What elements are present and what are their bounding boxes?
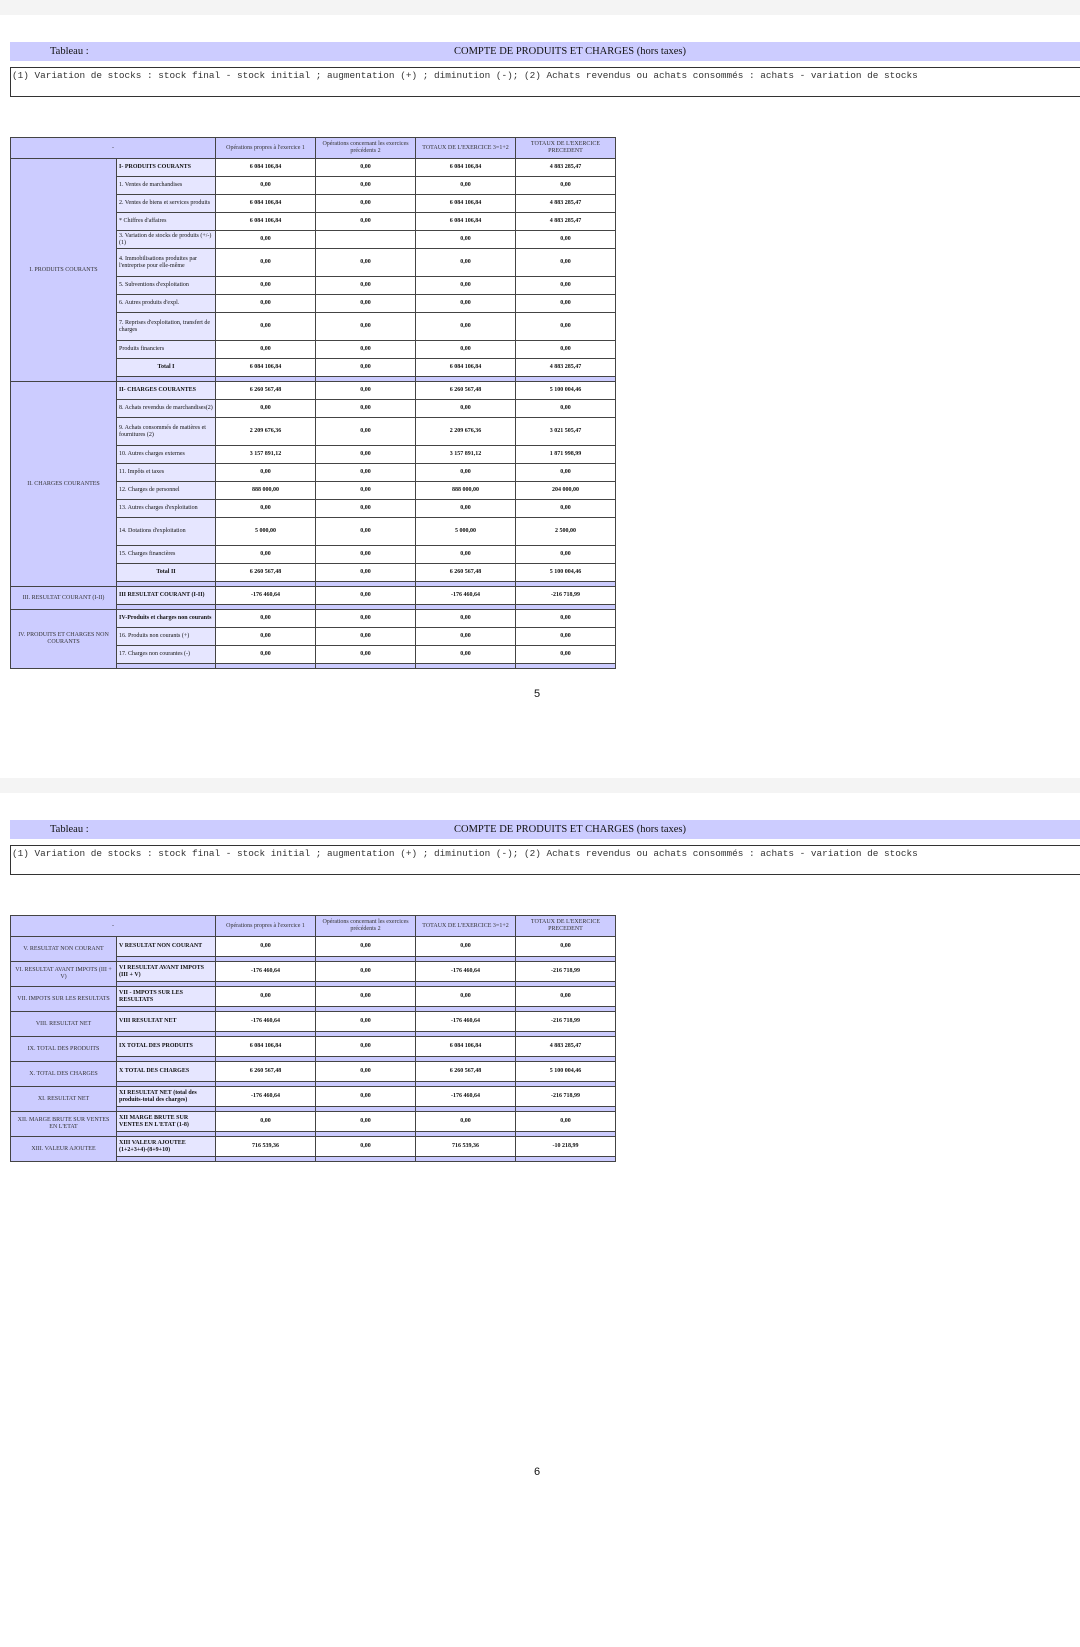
value-cell-col-2: 0,00 xyxy=(316,610,416,628)
tableau-label: Tableau : xyxy=(50,46,89,57)
row-label: 12. Charges de personnel xyxy=(117,482,216,500)
value-cell-col-3: 6 084 106,84 xyxy=(416,213,516,231)
row-label: 9. Achats consommés de matières et fournitures (2) xyxy=(117,418,216,446)
row-label: I- PRODUITS COURANTS xyxy=(117,159,216,177)
value-cell-col-2: 0,00 xyxy=(316,518,416,546)
value-cell-col-3: 0,00 xyxy=(416,295,516,313)
section-label: V. RESULTAT NON COURANT xyxy=(11,937,117,962)
value-cell-col-2: 0,00 xyxy=(316,418,416,446)
value-cell-col-1: -176 460,64 xyxy=(216,1012,316,1032)
row-label: 6. Autres produits d'expl. xyxy=(117,295,216,313)
value-cell-col-3: -176 460,64 xyxy=(416,962,516,982)
value-cell-col-3: 0,00 xyxy=(416,313,516,341)
value-cell-col-1: 6 084 106,84 xyxy=(216,1037,316,1057)
value-cell-col-3: 0,00 xyxy=(416,646,516,664)
value-cell-col-2: 0,00 xyxy=(316,1012,416,1032)
stock-variation-note: (1) Variation de stocks : stock final - stock initial ; augmentation (+) ; diminution (-); (2) Achats revendus ou achats consommés : achats - variation de stocks xyxy=(10,67,1080,97)
value-cell-col-1: 0,00 xyxy=(216,546,316,564)
page-top-band xyxy=(0,0,1080,15)
table-row xyxy=(11,1062,616,1082)
header-row xyxy=(11,138,616,159)
value-cell-col-2: 0,00 xyxy=(316,159,416,177)
value-cell-col-4: 4 883 285,47 xyxy=(516,159,616,177)
value-cell-col-1: 3 157 891,12 xyxy=(216,446,316,464)
title-bar xyxy=(10,820,1080,839)
section-label: II. CHARGES COURANTES xyxy=(11,382,117,587)
table-row xyxy=(11,1112,616,1132)
value-cell-col-4: 0,00 xyxy=(516,400,616,418)
spacer-cell xyxy=(316,1157,416,1162)
page-number: 5 xyxy=(534,688,541,700)
spacer-cell xyxy=(516,664,616,669)
value-cell-col-4: 0,00 xyxy=(516,546,616,564)
value-cell-col-1: 6 260 567,48 xyxy=(216,1062,316,1082)
spacer-cell xyxy=(516,1157,616,1162)
value-cell-col-2: 0,00 xyxy=(316,341,416,359)
value-cell-col-1: 0,00 xyxy=(216,341,316,359)
row-label: XII MARGE BRUTE SUR VENTES EN L'ETAT (1-8) xyxy=(117,1112,216,1132)
section-label: VII. IMPOTS SUR LES RESULTATS xyxy=(11,987,117,1012)
value-cell-col-2: 0,00 xyxy=(316,987,416,1007)
value-cell-col-4: 0,00 xyxy=(516,1112,616,1132)
row-label: XI RESULTAT NET (total des produits-total des charges) xyxy=(117,1087,216,1107)
value-cell-col-1: 6 084 106,84 xyxy=(216,359,316,377)
section-label: VI. RESULTAT AVANT IMPOTS (III + V) xyxy=(11,962,117,987)
row-label: V RESULTAT NON COURANT xyxy=(117,937,216,957)
row-label: IV-Produits et charges non courants xyxy=(117,610,216,628)
value-cell-col-1: 0,00 xyxy=(216,231,316,249)
value-cell-col-4: -10 218,99 xyxy=(516,1137,616,1157)
row-label: 3. Variation de stocks de produits (+/-) (1) xyxy=(117,231,216,249)
value-cell-col-2: 0,00 xyxy=(316,359,416,377)
row-label: IX TOTAL DES PRODUITS xyxy=(117,1037,216,1057)
spacer-cell xyxy=(416,1157,516,1162)
section-label: XI. RESULTAT NET xyxy=(11,1087,117,1112)
section-label: XII. MARGE BRUTE SUR VENTES EN L'ETAT xyxy=(11,1112,117,1137)
table-row xyxy=(11,1137,616,1157)
value-cell-col-1: 888 000,00 xyxy=(216,482,316,500)
table-row xyxy=(11,937,616,957)
value-cell-col-1: 0,00 xyxy=(216,464,316,482)
value-cell-col-2 xyxy=(316,231,416,249)
value-cell-col-3: 0,00 xyxy=(416,937,516,957)
page-top-band xyxy=(0,778,1080,793)
value-cell-col-3: 0,00 xyxy=(416,628,516,646)
value-cell-col-1: 6 084 106,84 xyxy=(216,159,316,177)
value-cell-col-3: 6 084 106,84 xyxy=(416,1037,516,1057)
section-label: I. PRODUITS COURANTS xyxy=(11,159,117,382)
value-cell-col-1: 0,00 xyxy=(216,500,316,518)
row-label: 8. Achats revendus de marchandises(2) xyxy=(117,400,216,418)
income-statement-table xyxy=(10,915,616,1162)
row-label: 14. Dotations d'exploitation xyxy=(117,518,216,546)
value-cell-col-3: 6 260 567,48 xyxy=(416,1062,516,1082)
section-label: IV. PRODUITS ET CHARGES NON COURANTS xyxy=(11,610,117,669)
value-cell-col-1: -176 460,64 xyxy=(216,962,316,982)
value-cell-col-1: 6 084 106,84 xyxy=(216,195,316,213)
value-cell-col-2: 0,00 xyxy=(316,446,416,464)
value-cell-col-2: 0,00 xyxy=(316,937,416,957)
value-cell-col-2: 0,00 xyxy=(316,195,416,213)
value-cell-col-3: 0,00 xyxy=(416,500,516,518)
value-cell-col-3: 0,00 xyxy=(416,987,516,1007)
value-cell-col-3: 6 260 567,48 xyxy=(416,564,516,582)
value-cell-col-4: 0,00 xyxy=(516,937,616,957)
spacer-cell xyxy=(416,664,516,669)
row-label: III RESULTAT COURANT (I-II) xyxy=(117,587,216,605)
header-col-2: Opérations concernant les exercices précédents 2 xyxy=(316,916,416,937)
header-col-3: TOTAUX DE L'EXERCICE 3=1+2 xyxy=(416,916,516,937)
spacer-cell xyxy=(117,664,216,669)
value-cell-col-1: 0,00 xyxy=(216,277,316,295)
value-cell-col-3: 6 084 106,84 xyxy=(416,359,516,377)
table-row xyxy=(11,1012,616,1032)
header-col-4: TOTAUX DE L'EXERCICE PRECEDENT xyxy=(516,138,616,159)
value-cell-col-2: 0,00 xyxy=(316,1037,416,1057)
row-label: Total II xyxy=(117,564,216,582)
section-label: VIII. RESULTAT NET xyxy=(11,1012,117,1037)
value-cell-col-4: -216 718,99 xyxy=(516,1012,616,1032)
table-body xyxy=(11,159,616,669)
table-body xyxy=(11,937,616,1162)
table-row xyxy=(11,587,616,605)
value-cell-col-4: 4 883 285,47 xyxy=(516,195,616,213)
row-label: 11. Impôts et taxes xyxy=(117,464,216,482)
value-cell-col-4: 4 883 285,47 xyxy=(516,1037,616,1057)
value-cell-col-2: 0,00 xyxy=(316,482,416,500)
row-label: 15. Charges financières xyxy=(117,546,216,564)
page-number: 6 xyxy=(534,1466,541,1478)
value-cell-col-4: 3 021 505,47 xyxy=(516,418,616,446)
value-cell-col-4: 0,00 xyxy=(516,610,616,628)
spacer-cell xyxy=(316,664,416,669)
header-col-1: Opérations propres à l'exercice 1 xyxy=(216,138,316,159)
header-col-1: Opérations propres à l'exercice 1 xyxy=(216,916,316,937)
row-label: 7. Reprises d'exploitation, transfert de charges xyxy=(117,313,216,341)
value-cell-col-3: 0,00 xyxy=(416,231,516,249)
value-cell-col-4: 0,00 xyxy=(516,464,616,482)
value-cell-col-1: 0,00 xyxy=(216,177,316,195)
value-cell-col-1: -176 460,64 xyxy=(216,587,316,605)
row-label: 2. Ventes de biens et services produits xyxy=(117,195,216,213)
value-cell-col-4: 0,00 xyxy=(516,231,616,249)
row-label: Produits financiers xyxy=(117,341,216,359)
row-label: II- CHARGES COURANTES xyxy=(117,382,216,400)
value-cell-col-2: 0,00 xyxy=(316,400,416,418)
value-cell-col-4: 0,00 xyxy=(516,277,616,295)
value-cell-col-3: -176 460,64 xyxy=(416,1087,516,1107)
row-label: 1. Ventes de marchandises xyxy=(117,177,216,195)
value-cell-col-1: 716 539,36 xyxy=(216,1137,316,1157)
value-cell-col-3: 0,00 xyxy=(416,177,516,195)
value-cell-col-1: 6 260 567,48 xyxy=(216,564,316,582)
value-cell-col-3: 0,00 xyxy=(416,249,516,277)
value-cell-col-1: -176 460,64 xyxy=(216,1087,316,1107)
value-cell-col-1: 6 260 567,48 xyxy=(216,382,316,400)
header-blank: - xyxy=(11,138,216,159)
value-cell-col-2: 0,00 xyxy=(316,587,416,605)
value-cell-col-4: -216 718,99 xyxy=(516,1087,616,1107)
value-cell-col-4: 2 500,00 xyxy=(516,518,616,546)
value-cell-col-2: 0,00 xyxy=(316,249,416,277)
value-cell-col-3: 0,00 xyxy=(416,546,516,564)
section-label: X. TOTAL DES CHARGES xyxy=(11,1062,117,1087)
table-title: COMPTE DE PRODUITS ET CHARGES (hors taxes) xyxy=(454,46,686,57)
value-cell-col-3: 0,00 xyxy=(416,400,516,418)
value-cell-col-4: -216 718,99 xyxy=(516,587,616,605)
value-cell-col-4: 4 883 285,47 xyxy=(516,359,616,377)
section-label: XIII. VALEUR AJOUTEE xyxy=(11,1137,117,1162)
value-cell-col-2: 0,00 xyxy=(316,1112,416,1132)
table-row xyxy=(11,1087,616,1107)
value-cell-col-2: 0,00 xyxy=(316,1062,416,1082)
table-title: COMPTE DE PRODUITS ET CHARGES (hors taxes) xyxy=(454,824,686,835)
value-cell-col-2: 0,00 xyxy=(316,628,416,646)
value-cell-col-3: 0,00 xyxy=(416,464,516,482)
spacer-cell xyxy=(117,1157,216,1162)
value-cell-col-3: 5 000,00 xyxy=(416,518,516,546)
value-cell-col-4: 0,00 xyxy=(516,341,616,359)
value-cell-col-3: 0,00 xyxy=(416,341,516,359)
value-cell-col-4: 5 100 004,46 xyxy=(516,1062,616,1082)
row-label: VI RESULTAT AVANT IMPOTS (III + V) xyxy=(117,962,216,982)
table-row xyxy=(11,962,616,982)
table-row xyxy=(11,1037,616,1057)
header-col-4: TOTAUX DE L'EXERCICE PRECEDENT xyxy=(516,916,616,937)
row-label: Total I xyxy=(117,359,216,377)
value-cell-col-2: 0,00 xyxy=(316,313,416,341)
value-cell-col-4: 204 000,00 xyxy=(516,482,616,500)
value-cell-col-1: 0,00 xyxy=(216,249,316,277)
value-cell-col-2: 0,00 xyxy=(316,500,416,518)
table-row xyxy=(11,382,616,400)
spacer-cell xyxy=(216,664,316,669)
section-label: III. RESULTAT COURANT (I-II) xyxy=(11,587,117,610)
value-cell-col-3: 0,00 xyxy=(416,277,516,295)
value-cell-col-3: 0,00 xyxy=(416,610,516,628)
value-cell-col-4: 0,00 xyxy=(516,987,616,1007)
header-row xyxy=(11,916,616,937)
value-cell-col-1: 0,00 xyxy=(216,987,316,1007)
page-2 xyxy=(0,778,1080,1478)
value-cell-col-4: 0,00 xyxy=(516,295,616,313)
tableau-label: Tableau : xyxy=(50,824,89,835)
value-cell-col-1: 0,00 xyxy=(216,610,316,628)
section-label: IX. TOTAL DES PRODUITS xyxy=(11,1037,117,1062)
value-cell-col-4: 0,00 xyxy=(516,249,616,277)
value-cell-col-3: 2 209 676,36 xyxy=(416,418,516,446)
value-cell-col-1: 0,00 xyxy=(216,1112,316,1132)
value-cell-col-3: 716 539,36 xyxy=(416,1137,516,1157)
value-cell-col-2: 0,00 xyxy=(316,277,416,295)
header-col-3: TOTAUX DE L'EXERCICE 3=1+2 xyxy=(416,138,516,159)
spacer-cell xyxy=(216,1157,316,1162)
value-cell-col-3: 3 157 891,12 xyxy=(416,446,516,464)
row-label: VII - IMPOTS SUR LES RESULTATS xyxy=(117,987,216,1007)
value-cell-col-3: -176 460,64 xyxy=(416,587,516,605)
value-cell-col-3: 6 260 567,48 xyxy=(416,382,516,400)
value-cell-col-2: 0,00 xyxy=(316,646,416,664)
row-label: 13. Autres charges d'exploitation xyxy=(117,500,216,518)
row-label: 17. Charges non courantes (-) xyxy=(117,646,216,664)
value-cell-col-1: 0,00 xyxy=(216,295,316,313)
value-cell-col-1: 6 084 106,84 xyxy=(216,213,316,231)
stock-variation-note: (1) Variation de stocks : stock final - stock initial ; augmentation (+) ; diminution (-); (2) Achats revendus ou achats consommés : achats - variation de stocks xyxy=(10,845,1080,875)
value-cell-col-4: 0,00 xyxy=(516,177,616,195)
table-row xyxy=(11,159,616,177)
value-cell-col-2: 0,00 xyxy=(316,177,416,195)
value-cell-col-2: 0,00 xyxy=(316,564,416,582)
value-cell-col-4: 0,00 xyxy=(516,628,616,646)
value-cell-col-4: 4 883 285,47 xyxy=(516,213,616,231)
table-row xyxy=(11,987,616,1007)
header-col-2: Opérations concernant les exercices précédents 2 xyxy=(316,138,416,159)
value-cell-col-2: 0,00 xyxy=(316,962,416,982)
row-label: X TOTAL DES CHARGES xyxy=(117,1062,216,1082)
value-cell-col-4: 0,00 xyxy=(516,313,616,341)
value-cell-col-1: 5 000,00 xyxy=(216,518,316,546)
value-cell-col-2: 0,00 xyxy=(316,295,416,313)
value-cell-col-2: 0,00 xyxy=(316,546,416,564)
value-cell-col-4: 5 100 004,46 xyxy=(516,382,616,400)
title-bar xyxy=(10,42,1080,61)
value-cell-col-4: 0,00 xyxy=(516,500,616,518)
value-cell-col-1: 2 209 676,36 xyxy=(216,418,316,446)
value-cell-col-3: 6 084 106,84 xyxy=(416,159,516,177)
table-row xyxy=(11,610,616,628)
row-label: 4. Immobilisations produites par l'entreprise pour elle-même xyxy=(117,249,216,277)
value-cell-col-1: 0,00 xyxy=(216,400,316,418)
value-cell-col-2: 0,00 xyxy=(316,1087,416,1107)
value-cell-col-3: 0,00 xyxy=(416,1112,516,1132)
income-statement-table xyxy=(10,137,616,669)
value-cell-col-4: 5 100 004,46 xyxy=(516,564,616,582)
row-label: 16. Produits non courants (+) xyxy=(117,628,216,646)
value-cell-col-2: 0,00 xyxy=(316,213,416,231)
row-label: XIII VALEUR AJOUTEE (1+2+3+4)-(8+9+10) xyxy=(117,1137,216,1157)
value-cell-col-3: 888 000,00 xyxy=(416,482,516,500)
value-cell-col-3: -176 460,64 xyxy=(416,1012,516,1032)
value-cell-col-2: 0,00 xyxy=(316,382,416,400)
value-cell-col-1: 0,00 xyxy=(216,937,316,957)
value-cell-col-1: 0,00 xyxy=(216,628,316,646)
row-label: 5. Subventions d'exploitation xyxy=(117,277,216,295)
value-cell-col-1: 0,00 xyxy=(216,313,316,341)
value-cell-col-2: 0,00 xyxy=(316,464,416,482)
row-label: VIII RESULTAT NET xyxy=(117,1012,216,1032)
row-label: * Chiffres d'affaires xyxy=(117,213,216,231)
row-label: 10. Autres charges externes xyxy=(117,446,216,464)
value-cell-col-4: -216 718,99 xyxy=(516,962,616,982)
value-cell-col-4: 1 871 998,99 xyxy=(516,446,616,464)
header-blank: - xyxy=(11,916,216,937)
value-cell-col-3: 6 084 106,84 xyxy=(416,195,516,213)
value-cell-col-4: 0,00 xyxy=(516,646,616,664)
value-cell-col-2: 0,00 xyxy=(316,1137,416,1157)
value-cell-col-1: 0,00 xyxy=(216,646,316,664)
page-1 xyxy=(0,0,1080,700)
